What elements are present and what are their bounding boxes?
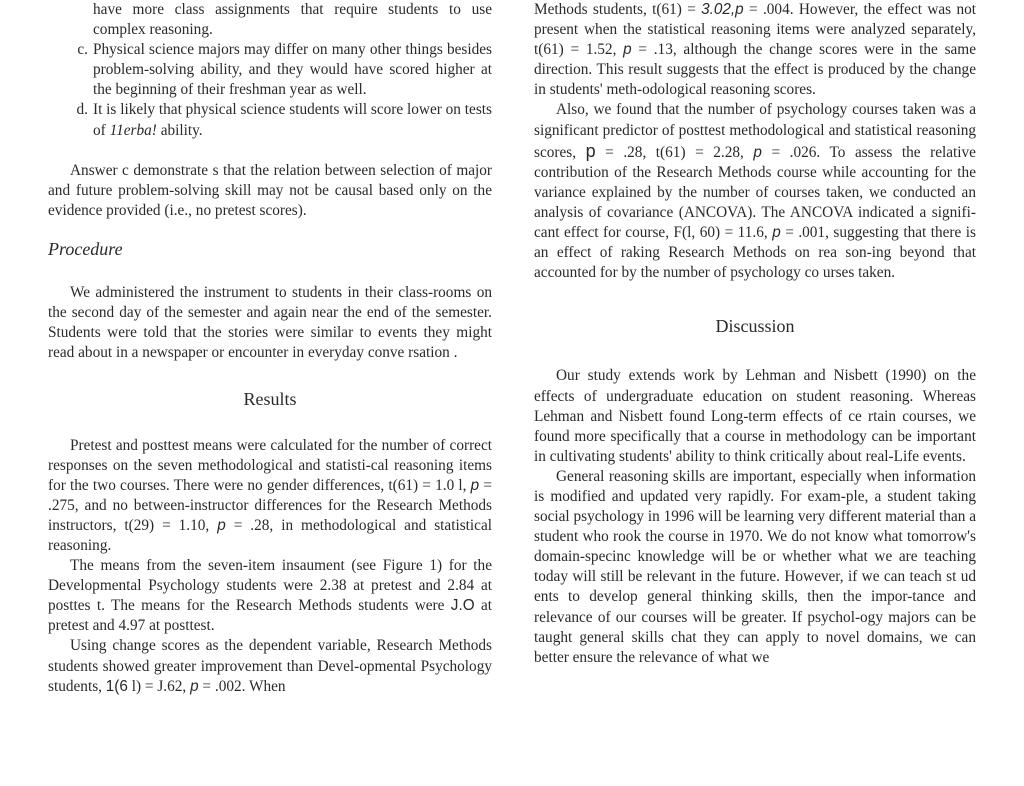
procedure-heading: Procedure [48,238,123,259]
right-column [534,0,976,668]
results-paragraph-1: Pretest and posttest means were calculated for the number of correct responses on the seven methodological and statisti-cal reasoning items for the two courses. There were no gender differences, t(61) = 1.0 l, p = .275, and no between-instructor differences for the Research Methods instructors, t(29) = 1.10, p = .28, in methodological and statistical reasoning. [48,436,493,554]
discussion-paragraph-1: Our study extends work by Lehman and Nisbett (1990) on the effects of undergraduate education on student reasoning. Whereas Lehman and Nisbett found Long-term effects of ce rtain courses, we found more specifically that a course in methodology can be important in cultivating students' ability to think critically about real-Life events. [534,367,976,465]
results-continuation-paragraph: Methods students, t(61) = 3.02,p = .004. However, the effect was not present when the statistical reasoning items were analyzed separately, t(61) = 1.52, p = .13, although the change scores were in the same direction. This result suggests that the effect is produced by the change in students' meth-odological reasoning scores. [534,1,976,99]
discussion-heading: Discussion [715,316,795,337]
answer-paragraph: Answer c demonstrate s that the relation between selection of major and future problem-solving skill may not be causal based only on the evidence provided (i.e., no pretest scores). [48,161,492,219]
list-marker: d. [76,101,88,119]
discussion-paragraph-2: General reasoning skills are important, especially when information is modified and updated very rapidly. For exam-ple, a student taking social psychology in 1996 will be learning very different material than a student who rook the course in 1970. We do not know what tomorrow's domain-specinc knowledge will be or whether what we are teaching today will still be relevant in the future. However, if we can teach st ud ents to develop general thinking skills, then the impor-tance and relevance of our courses will be greater. If psychol-ogy majors can be taught general skills chat they can apply to novel domains, we can better ensure the relevance of what we [534,467,976,666]
list-marker: c. [77,41,88,59]
procedure-paragraph: We administered the instrument to students in their class-rooms on the second day of the semester and again near the end of the semester. Students were told that the stories were similar to events they might read about in a newspaper or encounter in everyday conve rsation . [48,284,492,362]
left-column [48,0,492,697]
list-item-text: It is likely that physical science students will score lower on tests of 11erba! ability. [93,101,492,139]
list-item-text: Physical science majors may differ on many other things besides problem-solving ability, and they would have scored higher at the beginning of their freshman year as well. [93,41,492,99]
list-item-c [48,40,492,100]
results-paragraph-3: Using change scores as the dependent variable, Research Methods students showed greater improvement than Devel-opmental Psychology students, 1(6 l) = J.62, p = .002. When [48,637,492,695]
results-heading: Results [243,389,297,410]
list-item-continuation: have more class assignments that require students to use complex reasoning. [93,1,492,39]
list-item-d [48,100,492,140]
results-paragraph-2: The means from the seven-item insaument (see Figure 1) for the Developmental Psychology students were 2.38 at pretest and 2.84 at posttes t. The means for the Research Methods students were J.O at pretest and 4.97 at posttest. [48,557,492,635]
also-paragraph: Also, we found that the number of psychology courses taken was a significant predictor of posttest methodological and statistical reasoning scores, p = .28, t(61) = 2.28, p = .026. To assess the relative contribution of the Research Methods course while accounting for the variance explained by the number of courses taken, we conducted an analysis of covariance (ANCOVA). The ANCOVA indicated a signifi-cant effect for course, F(l, 60) = 11.6, p = .001, suggesting that there is an effect of raking Research Methods on rea son-ing beyond that accounted for by the number of psychology co urses taken. [534,101,976,282]
